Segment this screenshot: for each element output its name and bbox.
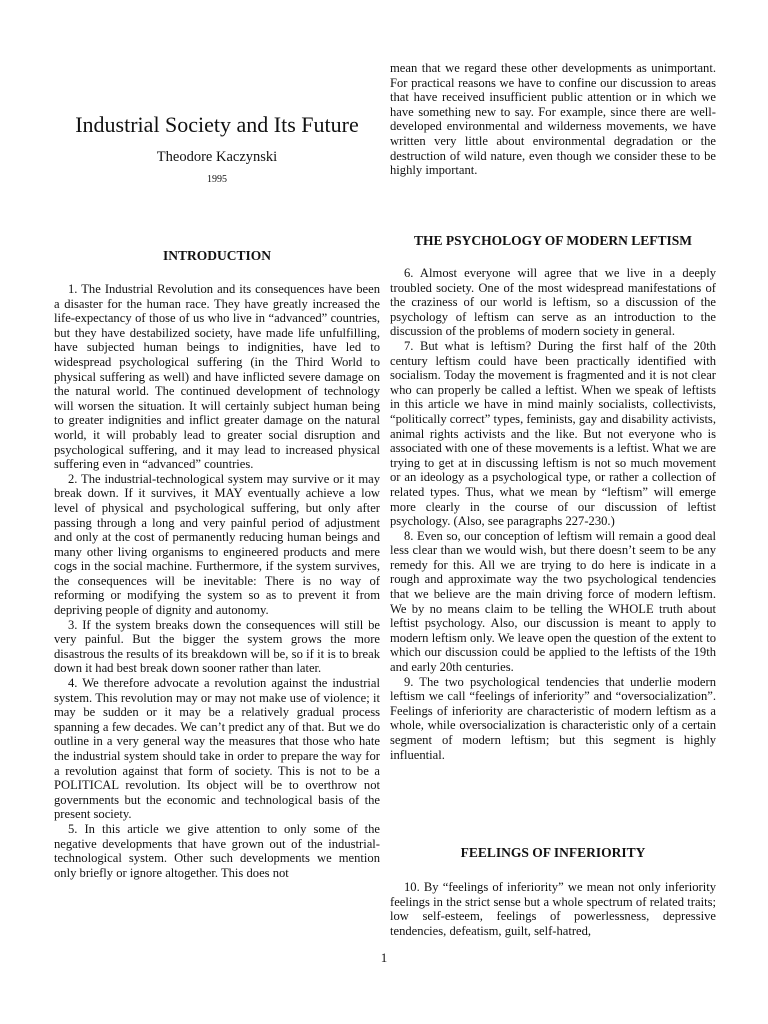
- paragraph-2: 2. The industrial-technological system may survive or it may break down. If it survives, it MAY eventually achieve a low level of physical and psychological suffering, but only after passing through a long and very painful period of adjustment and only at the cost of permanently reducing human beings and many other living organisms to engineered products and mere cogs in the social machine. Furthermore, if the system survives, the consequences will be inevitable: There is no way of reforming or modifying the system so as to prevent it from depriving people of dignity and autonomy.: [54, 471, 380, 618]
- title-block: [54, 112, 380, 185]
- right-column-continuation: [390, 61, 716, 178]
- author-name: Theodore Kaczynski: [156, 149, 278, 165]
- paragraph-8: 8. Even so, our conception of leftism will remain a good deal less clear than we would wish, but there doesn’t seem to be any remedy for this. All we are trying to do here is indicate in a rough and approximate way the two psychological tendencies that we believe are the main driving force of modern leftism. We by no means claim to be telling the WHOLE truth about leftist psychology. Also, our discussion is meant to apply to modern leftism only. We leave open the question of the extent to which our discussion could be applied to the leftists of the 19th and early 20th centuries.: [390, 528, 716, 675]
- right-column-text: [390, 266, 716, 762]
- heading-psychology-of-modern-leftism: THE PSYCHOLOGY OF MODERN LEFTISM: [413, 233, 693, 248]
- paragraph-5: 5. In this article we give attention to only some of the negative developments that have grown out of the industrial-technological system. Other such developments we mention only briefly or ignore altogether. This does not: [54, 821, 380, 880]
- paragraph-3: 3. If the system breaks down the consequences will still be very painful. But the bigger the system grows the more disastrous the results of its breakdown will be, so if it is to break down it had best break down sooner rather than later.: [54, 617, 380, 676]
- paragraph-5-continued: mean that we regard these other developments as unimportant. For practical reasons we have to confine our discussion to areas that have received insufficient public attention or in which we have something new to say. For example, since there are well-developed environmental and wilderness movements, we have written very little about environmental degradation or the destruction of wild nature, even though we consider these to be highly important.: [390, 61, 716, 178]
- document-title: Industrial Society and Its Future: [75, 112, 359, 137]
- heading-feelings-of-inferiority: FEELINGS OF INFERIORITY: [460, 845, 646, 860]
- paragraph-10: 10. By “feelings of inferiority” we mean not only inferiority feelings in the strict sense but a whole spectrum of related traits; low self-esteem, feelings of powerlessness, depressive tendencies, defeatism, guilt, self-hatred,: [390, 880, 716, 938]
- paragraph-4: 4. We therefore advocate a revolution against the industrial system. This revolution may or may not make use of violence; it may be sudden or it may be a relatively gradual process spanning a few decades. We can’t predict any of that. But we do outline in a very general way the measures that those who hate the industrial system should take in order to prepare the way for a revolution against that form of society. This is not to be a POLITICAL revolution. Its object will be to overthrow not governments but the economic and technological basis of the present society.: [54, 676, 380, 822]
- heading-introduction: INTRODUCTION: [162, 248, 271, 263]
- paragraph-1: 1. The Industrial Revolution and its consequences have been a disaster for the human race. They have greatly increased the life-expectancy of those of us who live in “advanced” countries, but they have destabilized society, have made life unfulfilling, have subjected human beings to indignities, have led to widespread psychological suffering (in the Third World to physical suffering as well) and have inflicted severe damage on the natural world. The continued development of technology will worsen the situation. It will certainly subject human being to greater indignities and inflict greater damage on the natural world, it will probably lead to greater social disruption and psychological suffering, and it may lead to increased physical suffering even in “advanced” countries.: [54, 282, 380, 472]
- paragraph-9: 9. The two psychological tendencies that underlie modern leftism we call “feelings of inferiority” and “oversocialization”. Feelings of inferiority are characteristic of modern leftism as a whole, while oversocialization is characteristic only of a certain segment of modern leftism; but this segment is highly influential.: [390, 674, 716, 762]
- publication-year: 1995: [207, 174, 227, 185]
- paragraph-7: 7. But what is leftism? During the first half of the 20th century leftism could have been practically identified with socialism. Today the movement is fragmented and it is not clear who can properly be called a leftist. When we speak of leftists in this article we have in mind mainly socialists, collectivists, “politically correct” types, feminists, gay and disability activists, animal rights activists and the like. But not everyone who is associated with one of these movements is a leftist. What we are trying to get at in discussing leftism is not so much movement or an ideology as a psychological type, or rather a collection of related types. Thus, what we mean by “leftism” will emerge more clearly in the course of our discussion of leftist psychology. (Also, see paragraphs 227-230.): [390, 338, 716, 529]
- paragraph-6: 6. Almost everyone will agree that we live in a deeply troubled society. One of the most widespread manifestations of the craziness of our world is leftism, so a discussion of the psychology of leftism can serve as an introduction to the discussion of the problems of modern society in general.: [390, 266, 716, 339]
- page-number: 1: [380, 950, 388, 965]
- left-column-text: [54, 282, 380, 880]
- right-column-bottom-text: [390, 880, 716, 938]
